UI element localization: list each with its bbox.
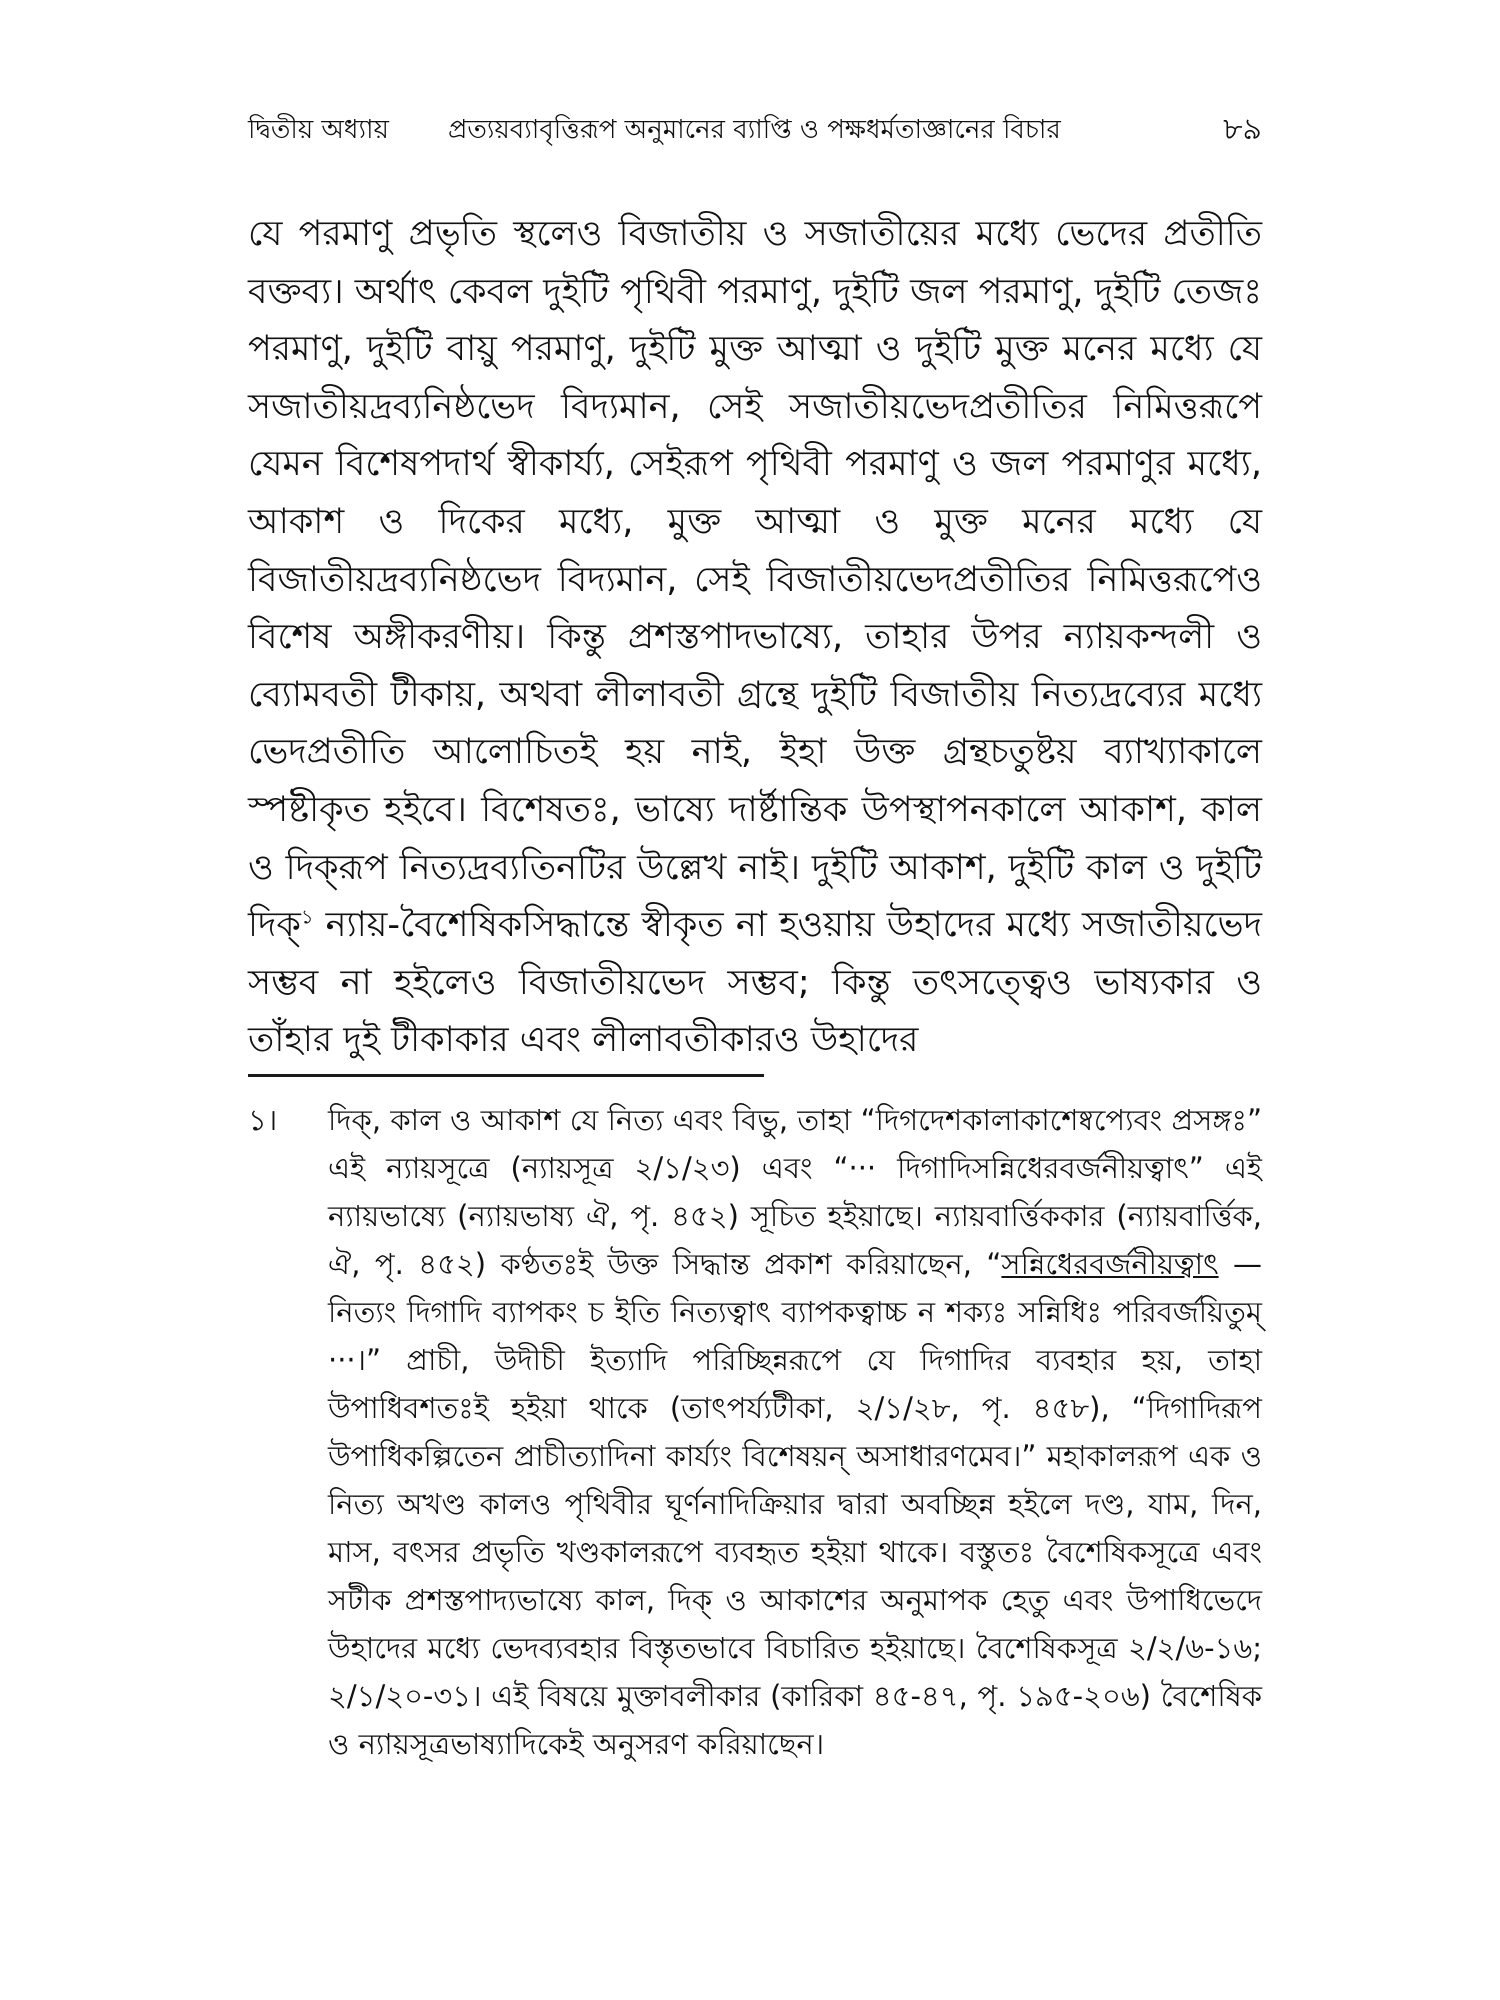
footnote-text-part2: — নিত্যং দিগাদি ব্যাপকং চ ইতি নিত্যত্বাৎ ব্যাপকত্বাচ্চ ন শক্যঃ সন্নিধিঃ পরিবর্জয়িতুম্ ···।” প্রাচী, উদীচী ইত্যাদি পরিচ্ছিন্নরূপে যে দিগাদির ব্যবহার হয়, তাহা উপাধিবশতঃই হইয়া থাকে (তাৎপর্য্যটীকা, ২/১/২৮, পৃ. ৪৫৮), “দিগাদিরূপ উপাধিকল্পিতেন প্রাচীত্যাদিনা কার্য্যং বিশেষয়ন্ অসাধারণমেব।” মহাকালরূপ এক ও নিত্য অখণ্ড কালও পৃথিবীর ঘূর্ণনাদিক্রিয়ার দ্বারা অবচ্ছিন্ন হইলে দণ্ড, যাম, দিন, মাস, বৎসর প্রভৃতি খণ্ডকালরূপে ব্যবহৃত হইয়া থাকে। বস্তুতঃ বৈশেষিকসূত্রে এবং সটীক প্রশস্তপাদ্যভাষ্যে কাল, দিক্ ও আকাশের অনুমাপক হেতু এবং উপাধিভেদে উহাদের মধ্যে ভেদব্যবহার বিস্তৃতভাবে বিচারিত হইয়াছে। বৈশেষিকসূত্র ২/২/৬-১৬; ২/১/২০-৩১। এই বিষয়ে মুক্তাবলীকার (কারিকা ৪৫-৪৭, পৃ. ১৯৫-২০৬) বৈশেষিক ও ন্যায়সূত্রভাষ্যাদিকেই অনুসরণ করিয়াছেন। — [328, 1247, 1263, 1761]
header-title: প্রত্যয়ব্যাবৃত্তিরূপ অনুমানের ব্যাপ্তি ও পক্ষধর্মতাজ্ঞানের বিচার — [448, 115, 1061, 145]
main-text-part1: যে পরমাণু প্রভৃতি স্থলেও বিজাতীয় ও সজাতীয়ের মধ্যে ভেদের প্রতীতি বক্তব্য। অর্থাৎ কেবল দুইটি পৃথিবী পরমাণু, দুইটি জল পরমাণু, দুইটি তেজঃ পরমাণু, দুইটি বায়ু পরমাণু, দুইটি মুক্ত আত্মা ও দুইটি মুক্ত মনের মধ্যে যে সজাতীয়দ্রব্যনিষ্ঠভেদ বিদ্যমান, সেই সজাতীয়ভেদপ্রতীতির নিমিত্তরূপে যেমন বিশেষপদার্থ স্বীকার্য্য, সেইরূপ পৃথিবী পরমাণু ও জল পরমাণুর মধ্যে, আকাশ ও দিকের মধ্যে, মুক্ত আত্মা ও মুক্ত মনের মধ্যে যে বিজাতীয়দ্রব্যনিষ্ঠভেদ বিদ্যমান, সেই বিজাতীয়ভেদপ্রতীতির নিমিত্তরূপেও বিশেষ অঙ্গীকরণীয়। কিন্তু প্রশস্তপাদভাষ্যে, তাহার উপর ন্যায়কন্দলী ও ব্যোমবতী টীকায়, অথবা লীলাবতী গ্রন্থে দুইটি বিজাতীয় নিত্যদ্রব্যের মধ্যে ভেদপ্রতীতি আলোচিতই হয় নাই, ইহা উক্ত গ্রন্থচতুষ্টয় ব্যাখ্যাকালে স্পষ্টীকৃত হইবে। বিশেষতঃ, ভাষ্যে দার্ষ্টান্তিক উপস্থাপনকালে আকাশ, কাল ও দিক্‌রূপ নিত্যদ্রব্যতিনটির উল্লেখ নাই। দুইটি আকাশ, দুইটি কাল ও দুইটি দিক্ — [248, 214, 1262, 946]
running-header — [248, 108, 1262, 152]
footnote-underlined-term: সন্নিধেরবর্জনীয়ত্বাৎ — [1001, 1247, 1219, 1281]
chapter-label: দ্বিতীয় অধ্যায় — [248, 115, 389, 145]
main-paragraph — [248, 206, 1262, 1070]
footnote-divider — [248, 1074, 764, 1077]
footnote-text-part1: দিক্, কাল ও আকাশ যে নিত্য এবং বিভু, তাহা “দিগদেশকালাকাশেষ্বপ্যেবং প্রসঙ্গঃ” এই ন্যায়সূত্রে (ন্যায়সূত্র ২/১/২৩) এবং “··· দিগাদিসন্নিধেরবর্জনীয়ত্বাৎ” এই ন্যায়ভাষ্যে (ন্যায়ভাষ্য ঐ, পৃ. ৪৫২) সূচিত হইয়াছে। ন্যায়বার্ত্তিককার (ন্যায়বার্ত্তিক, ঐ, পৃ. ৪৫২) কণ্ঠতঃই উক্ত সিদ্ধান্ত প্রকাশ করিয়াছেন, “ — [328, 1103, 1262, 1281]
main-text-part2: ন্যায়-বৈশেষিকসিদ্ধান্তে স্বীকৃত না হওয়ায় উহাদের মধ্যে সজাতীয়ভেদ সম্ভব না হইলেও বিজাতীয়ভেদ সম্ভব; কিন্তু তৎসত্ত্বেও ভাষ্যকার ও তাঁহার দুই টীকাকার এবং লীলাবতীকারও উহাদের — [248, 905, 1262, 1061]
footnote-reference: ১ — [300, 905, 314, 929]
page-number: ৮৯ — [1223, 112, 1262, 147]
footnote-text — [328, 1096, 1262, 1768]
footnote-number: ১। — [248, 1103, 278, 1137]
footnote — [248, 1096, 1262, 1768]
